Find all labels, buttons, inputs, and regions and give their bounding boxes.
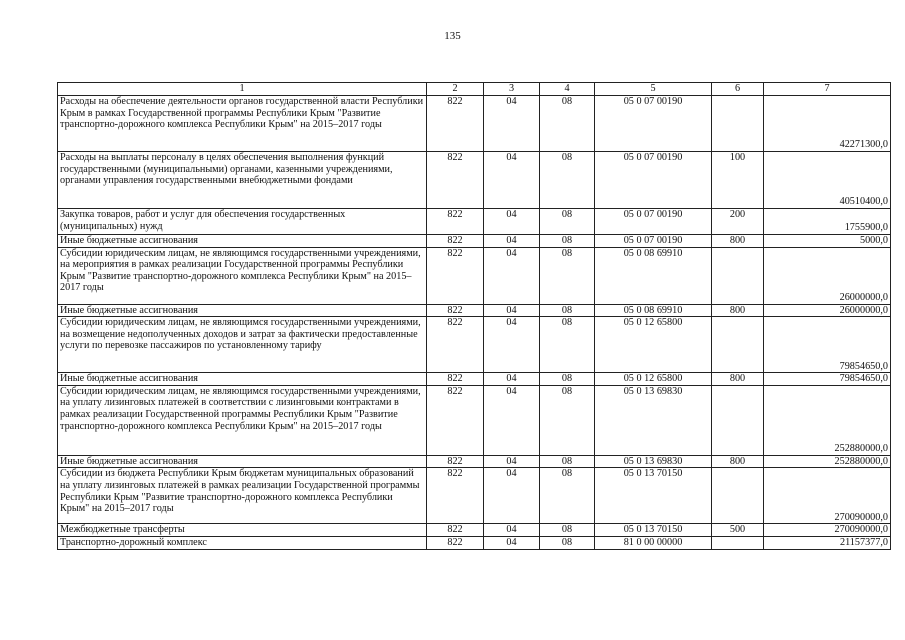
admin-code-cell: 822 [427, 317, 484, 373]
row-name-cell: Субсидии юридическим лицам, не являющимся государственными учреждениями, на мероприятия в рамках реализации Государственной программы Республики Крым "Развитие транспортно-дорожного комплекса Республики Крым" на 2015–2017 годы [58, 247, 427, 304]
amount-cell: 21157377,0 [764, 536, 891, 549]
admin-code-cell: 822 [427, 247, 484, 304]
expense-type-cell: 200 [712, 209, 764, 235]
target-item-cell: 05 0 12 65800 [595, 317, 712, 373]
subsection-cell: 08 [540, 455, 595, 468]
target-item-cell: 05 0 08 69910 [595, 247, 712, 304]
section-cell: 04 [484, 468, 540, 524]
table-row [58, 96, 891, 152]
expense-type-cell: 100 [712, 152, 764, 209]
amount-cell: 252880000,0 [764, 455, 891, 468]
row-name-cell: Иные бюджетные ассигнования [58, 304, 427, 317]
admin-code-cell: 822 [427, 455, 484, 468]
row-name-cell: Субсидии юридическим лицам, не являющимся государственными учреждениями, на уплату лизинговых платежей в соответствии с лизинговыми контрактами в рамках реализации Государственной программы Республики Крым "Развитие транспортно-дорожного комплекса Республики Крым" на 2015–2017 годы [58, 385, 427, 455]
expense-type-cell [712, 385, 764, 455]
row-name-cell: Иные бюджетные ассигнования [58, 373, 427, 386]
budget-table [57, 82, 891, 550]
admin-code-cell: 822 [427, 373, 484, 386]
expense-type-cell [712, 317, 764, 373]
row-name-cell: Межбюджетные трансферты [58, 524, 427, 537]
subsection-cell: 08 [540, 524, 595, 537]
table-row [58, 536, 891, 549]
expense-type-cell: 800 [712, 235, 764, 248]
admin-code-cell: 822 [427, 209, 484, 235]
section-cell: 04 [484, 96, 540, 152]
table-row [58, 385, 891, 455]
admin-code-cell: 822 [427, 304, 484, 317]
expense-type-cell: 800 [712, 373, 764, 386]
expense-type-cell: 800 [712, 304, 764, 317]
target-item-cell: 05 0 07 00190 [595, 209, 712, 235]
amount-cell: 1755900,0 [764, 209, 891, 235]
table-row [58, 304, 891, 317]
subsection-cell: 08 [540, 317, 595, 373]
amount-cell: 252880000,0 [764, 385, 891, 455]
admin-code-cell: 822 [427, 524, 484, 537]
subsection-cell: 08 [540, 209, 595, 235]
amount-cell: 79854650,0 [764, 317, 891, 373]
header-cell-5: 5 [595, 83, 712, 96]
row-name-cell: Иные бюджетные ассигнования [58, 455, 427, 468]
expense-type-cell: 800 [712, 455, 764, 468]
amount-cell: 270090000,0 [764, 524, 891, 537]
header-cell-6: 6 [712, 83, 764, 96]
amount-cell: 79854650,0 [764, 373, 891, 386]
target-item-cell: 05 0 13 69830 [595, 385, 712, 455]
expense-type-cell: 500 [712, 524, 764, 537]
table-row [58, 468, 891, 524]
amount-cell: 5000,0 [764, 235, 891, 248]
section-cell: 04 [484, 209, 540, 235]
section-cell: 04 [484, 536, 540, 549]
expense-type-cell [712, 468, 764, 524]
row-name-cell: Субсидии юридическим лицам, не являющимся государственными учреждениями, на возмещение недополученных доходов и затрат за фактически предоставленные услуги по перевозке пассажиров по установленному тарифу [58, 317, 427, 373]
table-row [58, 247, 891, 304]
admin-code-cell: 822 [427, 96, 484, 152]
table-row [58, 373, 891, 386]
table-row [58, 235, 891, 248]
amount-cell: 40510400,0 [764, 152, 891, 209]
target-item-cell: 05 0 12 65800 [595, 373, 712, 386]
section-cell: 04 [484, 385, 540, 455]
subsection-cell: 08 [540, 536, 595, 549]
admin-code-cell: 822 [427, 152, 484, 209]
admin-code-cell: 822 [427, 385, 484, 455]
target-item-cell: 05 0 08 69910 [595, 304, 712, 317]
target-item-cell: 05 0 13 69830 [595, 455, 712, 468]
section-cell: 04 [484, 373, 540, 386]
subsection-cell: 08 [540, 304, 595, 317]
subsection-cell: 08 [540, 152, 595, 209]
section-cell: 04 [484, 524, 540, 537]
section-cell: 04 [484, 152, 540, 209]
header-cell-4: 4 [540, 83, 595, 96]
row-name-cell: Расходы на выплаты персоналу в целях обеспечения выполнения функций государственными (муниципальными) органами, казенными учреждениями, органами управления государственными внебюджетными фондами [58, 152, 427, 209]
row-name-cell: Расходы на обеспечение деятельности органов государственной власти Республики Крым в рамках Государственной программы Республики Крым "Развитие транспортно-дорожного комплекса Республики Крым" на 2015–2017 годы [58, 96, 427, 152]
expense-type-cell [712, 536, 764, 549]
target-item-cell: 05 0 07 00190 [595, 235, 712, 248]
admin-code-cell: 822 [427, 235, 484, 248]
table-row [58, 524, 891, 537]
expense-type-cell [712, 96, 764, 152]
amount-cell: 270090000,0 [764, 468, 891, 524]
amount-cell: 26000000,0 [764, 247, 891, 304]
target-item-cell: 05 0 13 70150 [595, 524, 712, 537]
subsection-cell: 08 [540, 235, 595, 248]
subsection-cell: 08 [540, 468, 595, 524]
target-item-cell: 81 0 00 00000 [595, 536, 712, 549]
amount-cell: 26000000,0 [764, 304, 891, 317]
expense-type-cell [712, 247, 764, 304]
page-number: 135 [444, 30, 461, 42]
subsection-cell: 08 [540, 96, 595, 152]
section-cell: 04 [484, 304, 540, 317]
header-row [58, 83, 891, 96]
header-cell-1: 1 [58, 83, 427, 96]
section-cell: 04 [484, 317, 540, 373]
amount-cell: 42271300,0 [764, 96, 891, 152]
target-item-cell: 05 0 07 00190 [595, 152, 712, 209]
subsection-cell: 08 [540, 385, 595, 455]
section-cell: 04 [484, 235, 540, 248]
table-row [58, 209, 891, 235]
row-name-cell: Транспортно-дорожный комплекс [58, 536, 427, 549]
header-cell-2: 2 [427, 83, 484, 96]
row-name-cell: Иные бюджетные ассигнования [58, 235, 427, 248]
target-item-cell: 05 0 07 00190 [595, 96, 712, 152]
section-cell: 04 [484, 455, 540, 468]
subsection-cell: 08 [540, 373, 595, 386]
table-row [58, 455, 891, 468]
table-row [58, 152, 891, 209]
table-row [58, 317, 891, 373]
admin-code-cell: 822 [427, 536, 484, 549]
section-cell: 04 [484, 247, 540, 304]
row-name-cell: Субсидии из бюджета Республики Крым бюджетам муниципальных образований на уплату лизинговых платежей в рамках реализации Государственной программы Республики Крым "Развитие транспортно-дорожного комплекса Республики Крым" на 2015–2017 годы [58, 468, 427, 524]
header-cell-3: 3 [484, 83, 540, 96]
row-name-cell: Закупка товаров, работ и услуг для обеспечения государственных (муниципальных) нужд [58, 209, 427, 235]
header-cell-7: 7 [764, 83, 891, 96]
target-item-cell: 05 0 13 70150 [595, 468, 712, 524]
admin-code-cell: 822 [427, 468, 484, 524]
subsection-cell: 08 [540, 247, 595, 304]
